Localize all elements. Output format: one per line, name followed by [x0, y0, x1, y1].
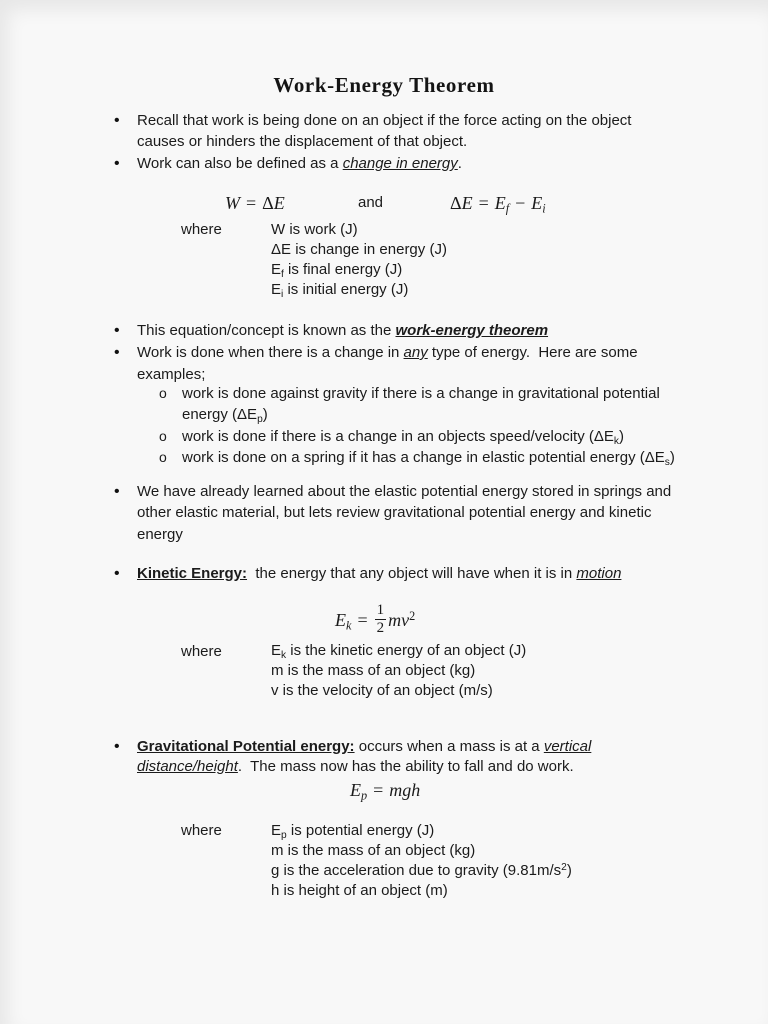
fraction-numerator: 1: [376, 602, 385, 618]
page-title: Work-Energy Theorem: [273, 73, 495, 97]
subscript: i: [281, 288, 284, 300]
recall-line-1: Recall that work is being done on an object if the force acting on the object: [137, 112, 632, 129]
term-text: is final energy (J): [283, 261, 403, 278]
bullet-marker: •: [114, 155, 120, 172]
term-definition: v is the velocity of an object (m/s): [271, 682, 493, 699]
term-text: ): [566, 862, 572, 879]
bullet-marker: •: [114, 322, 120, 339]
term-definition: [271, 860, 572, 881]
superscript: 2: [409, 608, 416, 623]
mgh-term: mgh: [389, 780, 421, 800]
potential-energy-symbol: [350, 779, 367, 801]
term-definition: [271, 640, 526, 661]
review-line-1: We have already learned about the elastic potential energy stored in springs and: [137, 483, 672, 500]
minus-sign: −: [515, 193, 526, 213]
initial-energy-symbol: [531, 192, 545, 214]
potential-emphasis: distance/height: [137, 758, 238, 775]
sub-bullet-marker: o: [159, 449, 167, 465]
where-label: where: [181, 643, 222, 660]
term-text: is the kinetic energy of an object (J): [286, 642, 527, 659]
potential-line-2: [137, 756, 574, 777]
subscript: p: [281, 829, 287, 841]
example-gravity-line-1: work is done against gravity if there is a change in gravitational potential: [182, 385, 660, 402]
equation-connector: and: [358, 194, 384, 211]
bullet-marker: •: [114, 738, 120, 755]
kinetic-heading: Kinetic Energy:: [137, 565, 248, 582]
energy-symbol: E: [531, 193, 543, 213]
delta-symbol: Δ: [262, 193, 274, 213]
where-label: where: [181, 221, 222, 238]
term-text: is potential energy (J): [286, 822, 435, 839]
term-definition: [271, 259, 402, 280]
subscript: f: [505, 201, 510, 216]
potential-emphasis: vertical: [543, 738, 592, 755]
term-definition: m is the mass of an object (kg): [271, 842, 476, 859]
equals-sign: =: [357, 609, 368, 630]
recall-line-2: causes or hinders the displacement of that object.: [137, 133, 468, 150]
fraction: [375, 603, 387, 636]
energy-symbol: E: [494, 193, 506, 213]
definition-text: Work can also be defined as a: [137, 155, 343, 172]
example-text: ): [669, 449, 675, 466]
theorem-text: This equation/concept is known as the: [137, 322, 396, 339]
subscript: k: [346, 617, 352, 632]
bullet-marker: •: [114, 483, 120, 500]
types-text: type of energy. Here are some: [427, 344, 638, 361]
final-energy-symbol: [495, 192, 509, 214]
example-text: energy (ΔE: [182, 406, 258, 423]
work-symbol: W: [225, 193, 240, 213]
definition-emphasis: change in energy: [342, 155, 458, 172]
subscript: s: [664, 456, 670, 468]
potential-text: . The mass now has the ability to fall and do work.: [237, 758, 574, 775]
bullet-marker: •: [114, 565, 120, 582]
kinetic-energy-formula: [335, 603, 415, 636]
example-text: ): [619, 428, 625, 445]
theorem-emphasis: work-energy theorem: [395, 322, 549, 339]
sub-bullet-marker: o: [159, 385, 167, 401]
fraction-denominator: 2: [376, 620, 385, 636]
term-definition: m is the mass of an object (kg): [271, 662, 476, 679]
example-text: work is done on a spring if it has a change in elastic potential energy (ΔE: [182, 449, 665, 466]
term-symbol: E: [271, 822, 282, 839]
term-definition: ΔE is change in energy (J): [271, 241, 447, 258]
delta-symbol: Δ: [450, 193, 462, 213]
example-text: ): [262, 406, 268, 423]
potential-energy-formula: [350, 779, 420, 801]
types-line-1: [137, 342, 638, 363]
energy-symbol: E: [461, 193, 473, 213]
kinetic-emphasis: motion: [576, 565, 622, 582]
energy-change-equation: [450, 192, 546, 214]
subscript: p: [361, 788, 368, 803]
subscript: f: [281, 268, 284, 280]
example-spring: [182, 447, 675, 468]
sub-bullet-marker: o: [159, 428, 167, 444]
mass-velocity-term: [388, 609, 415, 631]
subscript: p: [257, 413, 263, 425]
superscript: 2: [561, 861, 567, 873]
definition-line: [137, 153, 462, 174]
types-emphasis: any: [403, 344, 428, 361]
term-definition: [271, 820, 434, 841]
subscript: k: [281, 649, 287, 661]
review-line-3: energy: [137, 526, 183, 543]
where-label: where: [181, 822, 222, 839]
potential-text: occurs when a mass is at a: [354, 738, 544, 755]
potential-line-1: [137, 736, 591, 757]
term-text: is initial energy (J): [283, 281, 409, 298]
energy-symbol: E: [335, 609, 346, 630]
energy-symbol: E: [350, 780, 361, 800]
review-line-2: other elastic material, but lets review gravitational potential energy and kinetic: [137, 504, 652, 521]
bullet-marker: •: [114, 344, 120, 361]
term-text: g is the acceleration due to gravity (9.81m/s: [271, 862, 562, 879]
term-symbol: E: [271, 281, 282, 298]
types-line-2: examples;: [137, 366, 206, 383]
theorem-line: [137, 320, 548, 341]
kinetic-line: [137, 563, 621, 584]
equals-sign: =: [478, 193, 489, 213]
subscript: k: [613, 435, 620, 447]
subscript: i: [542, 201, 546, 216]
example-text: work is done if there is a change in an objects speed/velocity (ΔE: [182, 428, 614, 445]
equals-sign: =: [373, 780, 384, 800]
term-definition: [271, 279, 408, 300]
term-symbol: E: [271, 642, 282, 659]
example-gravity-line-2: [182, 404, 268, 425]
term-definition: h is height of an object (m): [271, 882, 448, 899]
types-text: Work is done when there is a change in: [137, 344, 404, 361]
term-definition: W is work (J): [271, 221, 358, 238]
equals-sign: =: [246, 193, 257, 213]
definition-end: .: [457, 155, 462, 172]
potential-heading: Gravitational Potential energy:: [137, 738, 355, 755]
work-equation: [225, 192, 285, 214]
term-symbol: E: [271, 261, 282, 278]
bullet-marker: •: [114, 112, 120, 129]
mass-velocity: mv: [388, 609, 410, 630]
energy-symbol: E: [273, 193, 285, 213]
kinetic-energy-symbol: [335, 609, 351, 631]
example-kinetic: [182, 426, 624, 447]
kinetic-text: the energy that any object will have when it is in: [247, 565, 577, 582]
